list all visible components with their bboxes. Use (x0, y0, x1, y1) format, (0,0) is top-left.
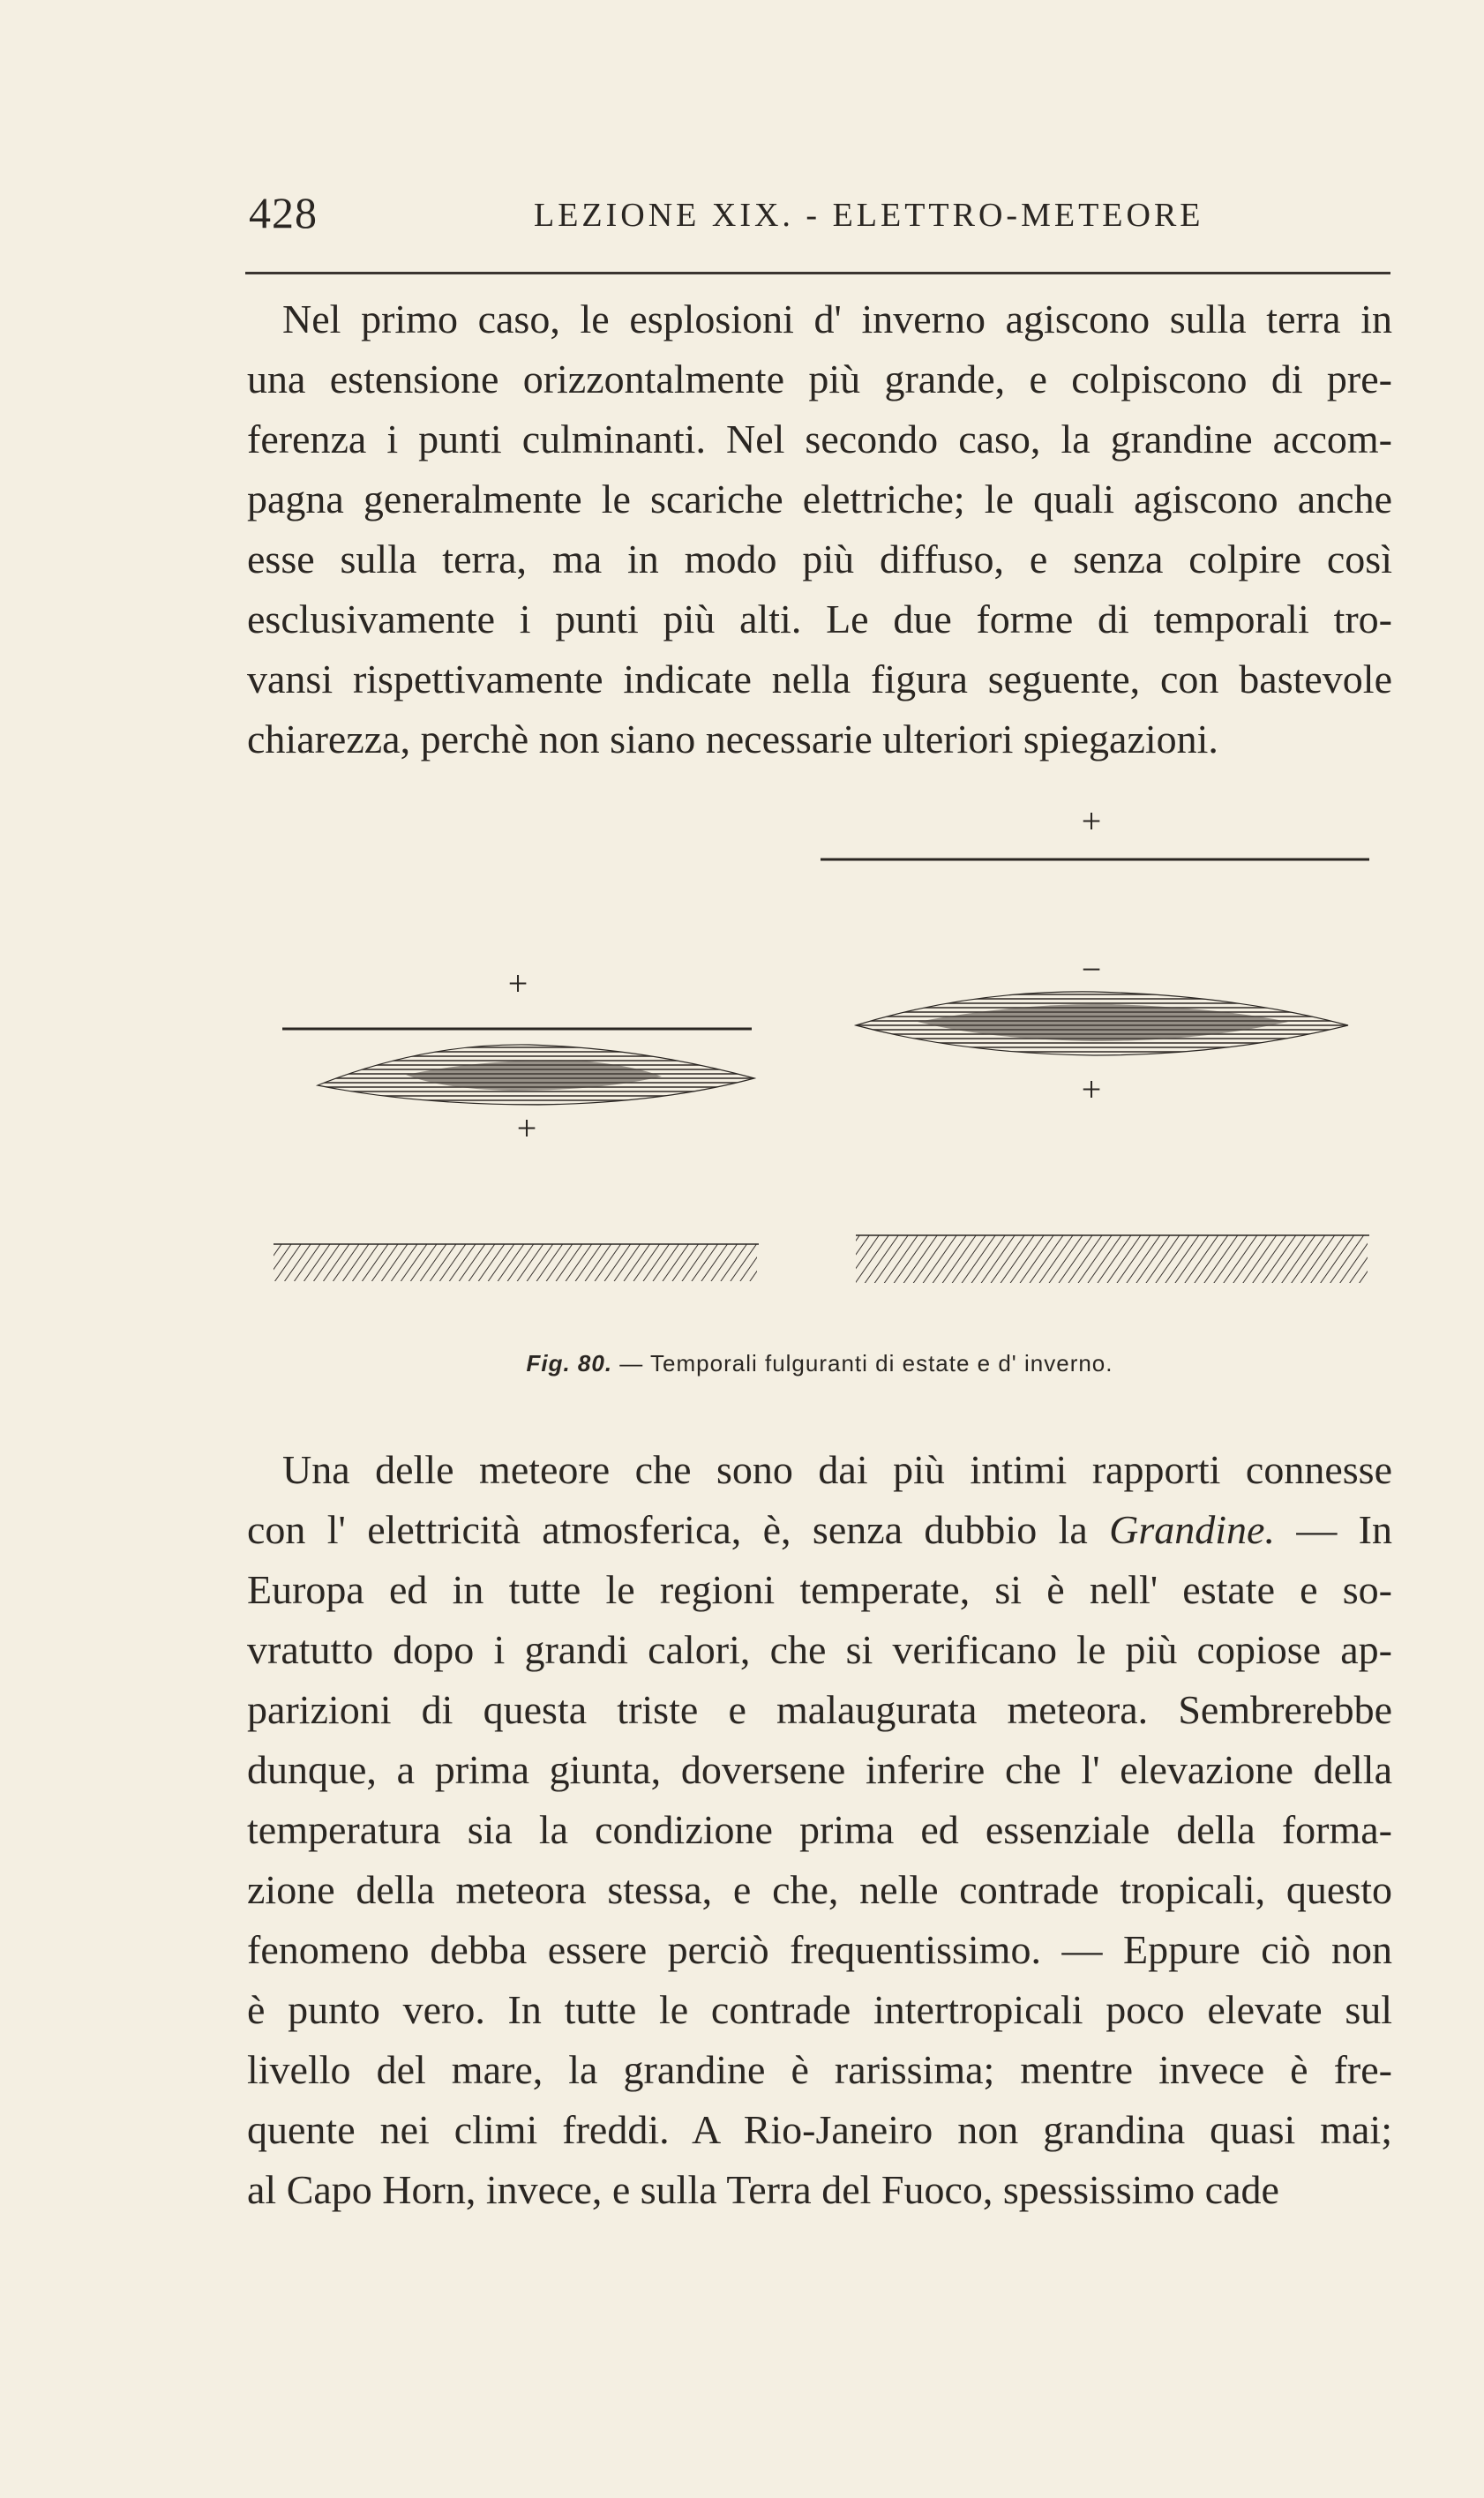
left-ground (274, 1244, 757, 1281)
right-middle-sign: − (1081, 949, 1102, 989)
text-line: fenomeno debba essere perciò frequentissimo. — Eppure ciò non (247, 1927, 1392, 1972)
figure-80 (247, 794, 1392, 1394)
text-segment: — In (1274, 1507, 1392, 1552)
text-segment: con l' elettricità atmosferica, è, senza dubbio la (247, 1507, 1110, 1552)
text-line: vratutto dopo i grandi calori, che si verificano le più copiose ap- (247, 1627, 1392, 1672)
text-line: dunque, a prima giunta, doversene inferire che l' elevazione della (247, 1747, 1392, 1792)
figure-caption (247, 1350, 1392, 1377)
text-line: ferenza i punti culminanti. Nel secondo caso, la grandine accom- (247, 416, 1392, 461)
text-line: pagna generalmente le scariche elettriche; le quali agiscono anche (247, 476, 1392, 521)
text-line: parizioni di questa triste e malaugurata meteora. Sembrerebbe (247, 1687, 1392, 1732)
figure-label: Fig. 80. (526, 1350, 613, 1377)
text-line: al Capo Horn, invece, e sulla Terra del Fuoco, spessissimo cade (247, 2167, 1279, 2212)
figure-caption-text: — Temporali fulguranti di estate e d' inverno. (612, 1350, 1113, 1377)
text-line: è punto vero. In tutte le contrade intertropicali poco elevate sul (247, 1987, 1392, 2032)
right-top-sign: + (1081, 801, 1102, 841)
left-panel-summer (274, 964, 759, 1281)
text-line: livello del mare, la grandine è rarissima; mentre invece è fre- (247, 2047, 1392, 2092)
text-line: quente nei climi freddi. A Rio-Janeiro non grandina quasi mai; (247, 2107, 1392, 2152)
text-line: Una delle meteore che sono dai più intimi rapporti connesse (282, 1447, 1392, 1492)
header-rule (245, 272, 1390, 274)
page-number: 428 (249, 188, 318, 237)
left-top-sign: + (507, 964, 528, 1003)
text-line: esclusivamente i punti più alti. Le due forme di temporali tro- (247, 596, 1392, 641)
right-bottom-sign: + (1081, 1069, 1102, 1109)
text-line: Europa ed in tutte le regioni temperate, si è nell' estate e so- (247, 1567, 1392, 1612)
right-ground (856, 1235, 1368, 1283)
text-line: esse sulla terra, ma in modo più diffuso, e senza colpire così (247, 536, 1392, 581)
text-line: una estensione orizzontalmente più grande, e colpiscono di pre- (247, 356, 1392, 401)
running-head: LEZIONE XIX. - ELETTRO-METEORE (534, 197, 1204, 234)
paragraph-1 (247, 289, 1392, 769)
left-bottom-sign: + (516, 1108, 537, 1148)
text-line: temperatura sia la condizione prima ed essenziale della forma- (247, 1807, 1392, 1852)
text-line (247, 1500, 1392, 1560)
figure-illustration (247, 794, 1392, 1341)
text-line: chiarezza, perchè non siano necessarie ulteriori spiegazioni. (247, 716, 1218, 761)
text-line: zione della meteora stessa, e che, nelle contrade tropicali, questo (247, 1867, 1392, 1912)
text-line: vansi rispettivamente indicate nella figura seguente, con bastevole (247, 656, 1392, 701)
right-panel-winter (821, 801, 1369, 1283)
italic-term: Grandine. (1109, 1507, 1275, 1552)
paragraph-2 (247, 1440, 1392, 2220)
text-line: Nel primo caso, le esplosioni d' inverno agiscono sulla terra in (282, 296, 1392, 341)
